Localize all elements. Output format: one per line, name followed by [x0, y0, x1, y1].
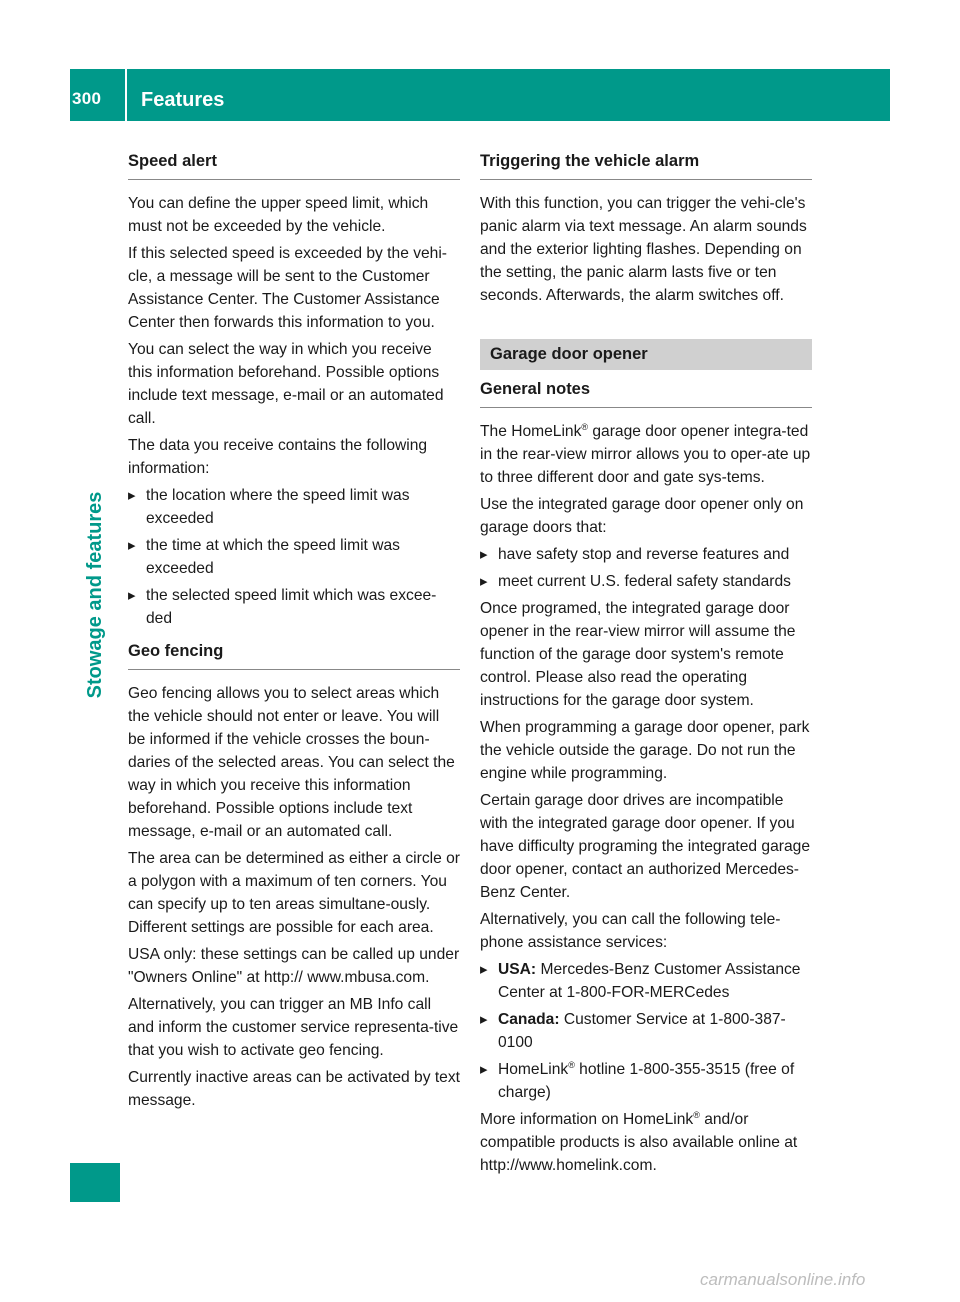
- speed-alert-heading: Speed alert: [128, 150, 460, 180]
- list-item: ▸ HomeLink® hotline 1-800-355-3515 (free of charge): [480, 1058, 812, 1104]
- paragraph: Currently inactive areas can be activated by text message.: [128, 1069, 460, 1109]
- header-divider: [125, 69, 127, 121]
- trigger-alarm-heading: Triggering the vehicle alarm: [480, 150, 812, 180]
- watermark: carmanualsonline.info: [700, 1270, 866, 1289]
- list-item: ▸ have safety stop and reverse features and: [480, 543, 812, 566]
- page-title: Features: [141, 89, 225, 111]
- paragraph: The area can be determined as either a circle or a polygon with a maximum of ten corners. You can specify up to ten areas simultane-ously. Different settings are possible for each area.: [128, 850, 460, 936]
- paragraph: Geo fencing allows you to select areas which the vehicle should not enter or leave. You will be informed if the vehicle crosses the boun-daries of the selected areas. You can select the way in which you receive this information beforehand. Possible options include text message, e-mail or an automated call.: [128, 685, 455, 840]
- paragraph: Alternatively, you can call the following tele-phone assistance services:: [480, 911, 781, 951]
- list-item: ▸ the time at which the speed limit was exceeded: [128, 534, 460, 580]
- page-number: 300: [72, 89, 102, 108]
- list-item: ▸ the location where the speed limit was exceeded: [128, 484, 460, 530]
- right-column: [480, 150, 812, 1181]
- paragraph: When programming a garage door opener, park the vehicle outside the garage. Do not run the engine while programming.: [480, 719, 810, 782]
- side-section-label: [84, 491, 108, 699]
- general-notes-heading: General notes: [480, 378, 812, 408]
- paragraph: Use the integrated garage door opener only on garage doors that:: [480, 496, 804, 536]
- list-item: ▸ meet current U.S. federal safety standards: [480, 570, 812, 593]
- side-section-label-text: Stowage and features: [84, 491, 106, 699]
- paragraph: The data you receive contains the following information:: [128, 437, 428, 477]
- paragraph: Once programed, the integrated garage door opener in the rear-view mirror will assume the function of the garage door system's remote control. Please also read the operating instructions for the garage door system.: [480, 600, 796, 709]
- paragraph: If this selected speed is exceeded by the vehi-cle, a message will be sent to the Customer Assistance Center. The Customer Assistance Center then forwards this information to you.: [128, 245, 447, 331]
- list-item: ▸ Canada: Customer Service at 1-800-387-0100: [480, 1008, 812, 1054]
- assistance-services-list: [480, 958, 812, 1104]
- paragraph: You can define the upper speed limit, which must not be exceeded by the vehicle.: [128, 195, 429, 235]
- paragraph: With this function, you can trigger the vehi-cle's panic alarm via text message. An alarm sounds and the exterior lighting flashes. Depending on the setting, the panic alarm lasts five or ten seconds. Afterwards, the alarm switches off.: [480, 195, 807, 304]
- list-item: ▸ USA: Mercedes-Benz Customer Assistance Center at 1-800-FOR-MERCedes: [480, 958, 812, 1004]
- speed-alert-list: [128, 484, 460, 630]
- paragraph: The HomeLink® garage door opener integra-ted in the rear-view mirror allows you to oper-ate up to three different door and gate sys-tems.: [480, 421, 811, 486]
- paragraph: Alternatively, you can trigger an MB Info call and inform the customer service representa-tive that you wish to activate geo fencing.: [128, 996, 459, 1059]
- paragraph: Certain garage door drives are incompatible with the integrated garage door opener. If you have difficulty programing the integrated garage door opener, contact an authorized Mercedes-Benz Center.: [480, 792, 810, 901]
- paragraph: USA only: these settings can be called up under "Owners Online" at http:// www.mbusa.com.: [128, 946, 460, 986]
- paragraph: You can select the way in which you receive this information beforehand. Possible options include text message, e-mail or an automated call.: [128, 341, 444, 427]
- geo-fencing-heading: Geo fencing: [128, 640, 460, 670]
- left-column: [128, 150, 460, 1116]
- list-item: ▸ the selected speed limit which was excee-ded: [128, 584, 460, 630]
- side-tab-block: [70, 1163, 120, 1202]
- garage-door-opener-band: Garage door opener: [480, 339, 812, 370]
- paragraph: More information on HomeLink® and/or compatible products is also available online at http://www.homelink.com.: [480, 1109, 798, 1174]
- garage-requirements-list: [480, 543, 812, 593]
